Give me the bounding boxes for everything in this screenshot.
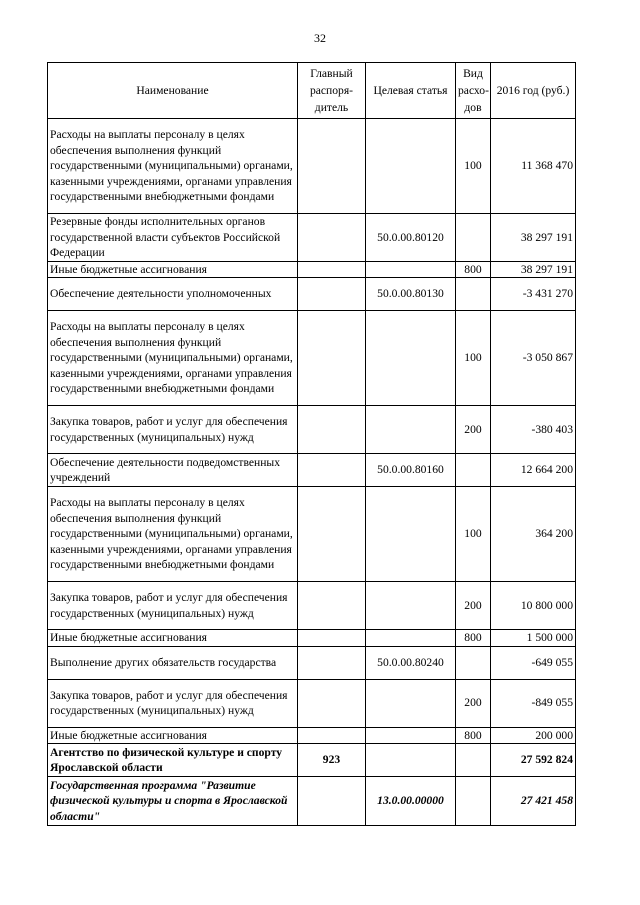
row-name: Закупка товаров, работ и услуг для обеспечения государственных (муниципальных) нужд: [48, 406, 298, 454]
table-row: [48, 646, 576, 679]
row-main-manager: [298, 777, 366, 826]
row-expense-kind: [456, 214, 491, 262]
row-target-article: [366, 744, 456, 777]
row-main-manager: [298, 214, 366, 262]
row-expense-kind: 800: [456, 727, 491, 744]
row-main-manager: [298, 630, 366, 647]
row-expense-kind: 100: [456, 311, 491, 406]
table-row: [48, 679, 576, 727]
page-number: 32: [314, 31, 326, 45]
table-row: [48, 454, 576, 487]
header-expense-kind: Вид расхо- дов: [456, 63, 491, 119]
row-target-article: [366, 727, 456, 744]
row-target-article: [366, 261, 456, 278]
row-amount: 364 200: [491, 487, 576, 582]
row-expense-kind: 100: [456, 487, 491, 582]
row-name: Иные бюджетные ассигнования: [48, 630, 298, 647]
budget-table: [47, 62, 576, 826]
row-expense-kind: [456, 454, 491, 487]
table-row-program: [48, 777, 576, 826]
row-target-article: [366, 582, 456, 630]
row-name: Обеспечение деятельности подведомственных учреждений: [48, 454, 298, 487]
table-row: [48, 406, 576, 454]
row-main-manager: [298, 119, 366, 214]
header-name: Наименование: [48, 63, 298, 119]
header-target-article: Целевая статья: [366, 63, 456, 119]
row-amount: 27 421 458: [491, 777, 576, 826]
row-main-manager: [298, 311, 366, 406]
row-amount: 38 297 191: [491, 214, 576, 262]
row-name: Государственная программа "Развитие физической культуры и спорта в Ярославской области": [48, 777, 298, 826]
row-main-manager: [298, 646, 366, 679]
row-expense-kind: 200: [456, 679, 491, 727]
row-main-manager: [298, 406, 366, 454]
row-expense-kind: [456, 278, 491, 311]
row-expense-kind: 100: [456, 119, 491, 214]
table-row: [48, 119, 576, 214]
table-row: [48, 487, 576, 582]
row-expense-kind: 200: [456, 582, 491, 630]
row-name: Иные бюджетные ассигнования: [48, 727, 298, 744]
row-amount: 38 297 191: [491, 261, 576, 278]
header-amount-2016: 2016 год (руб.): [491, 63, 576, 119]
table-row: [48, 311, 576, 406]
row-name: Агентство по физической культуре и спорту Ярославской области: [48, 744, 298, 777]
row-target-article: [366, 679, 456, 727]
row-amount: 1 500 000: [491, 630, 576, 647]
row-name: Расходы на выплаты персоналу в целях обеспечения выполнения функций государственными (муниципальными) органами, казенными учреждениями, органами управления государственными внебюджетными фондами: [48, 119, 298, 214]
row-target-article: 50.0.00.80160: [366, 454, 456, 487]
row-name: Выполнение других обязательств государства: [48, 646, 298, 679]
row-amount: 12 664 200: [491, 454, 576, 487]
row-target-article: 50.0.00.80130: [366, 278, 456, 311]
row-target-article: [366, 487, 456, 582]
row-amount: -649 055: [491, 646, 576, 679]
row-main-manager: [298, 278, 366, 311]
row-main-manager: [298, 454, 366, 487]
table-row: [48, 278, 576, 311]
row-target-article: [366, 119, 456, 214]
row-target-article: [366, 311, 456, 406]
row-expense-kind: [456, 744, 491, 777]
row-expense-kind: 200: [456, 406, 491, 454]
row-target-article: 50.0.00.80120: [366, 214, 456, 262]
row-amount: 200 000: [491, 727, 576, 744]
row-expense-kind: 800: [456, 261, 491, 278]
row-main-manager: 923: [298, 744, 366, 777]
row-name: Обеспечение деятельности уполномоченных: [48, 278, 298, 311]
row-amount: -849 055: [491, 679, 576, 727]
row-name: Закупка товаров, работ и услуг для обеспечения государственных (муниципальных) нужд: [48, 679, 298, 727]
row-amount: -3 050 867: [491, 311, 576, 406]
table-row: [48, 214, 576, 262]
row-amount: -380 403: [491, 406, 576, 454]
table-row: [48, 727, 576, 744]
row-expense-kind: 800: [456, 630, 491, 647]
row-target-article: 50.0.00.80240: [366, 646, 456, 679]
row-main-manager: [298, 487, 366, 582]
row-main-manager: [298, 582, 366, 630]
row-target-article: [366, 630, 456, 647]
header-main-manager: Главный распоря- дитель: [298, 63, 366, 119]
row-expense-kind: [456, 777, 491, 826]
row-amount: 27 592 824: [491, 744, 576, 777]
row-amount: 11 368 470: [491, 119, 576, 214]
row-name: Расходы на выплаты персоналу в целях обеспечения выполнения функций государственными (муниципальными) органами, казенными учреждениями, органами управления государственными внебюджетными фондами: [48, 487, 298, 582]
table-header-row: [48, 63, 576, 119]
row-target-article: [366, 406, 456, 454]
row-amount: 10 800 000: [491, 582, 576, 630]
row-name: Иные бюджетные ассигнования: [48, 261, 298, 278]
row-main-manager: [298, 727, 366, 744]
table-row-agency: [48, 744, 576, 777]
row-name: Закупка товаров, работ и услуг для обеспечения государственных (муниципальных) нужд: [48, 582, 298, 630]
row-target-article: 13.0.00.00000: [366, 777, 456, 826]
row-name: Расходы на выплаты персоналу в целях обеспечения выполнения функций государственными (муниципальными) органами, казенными учреждениями, органами управления государственными внебюджетными фондами: [48, 311, 298, 406]
row-name: Резервные фонды исполнительных органов государственной власти субъектов Российской Федерации: [48, 214, 298, 262]
row-expense-kind: [456, 646, 491, 679]
table-row: [48, 582, 576, 630]
row-main-manager: [298, 679, 366, 727]
table-row: [48, 261, 576, 278]
table-row: [48, 630, 576, 647]
row-amount: -3 431 270: [491, 278, 576, 311]
row-main-manager: [298, 261, 366, 278]
